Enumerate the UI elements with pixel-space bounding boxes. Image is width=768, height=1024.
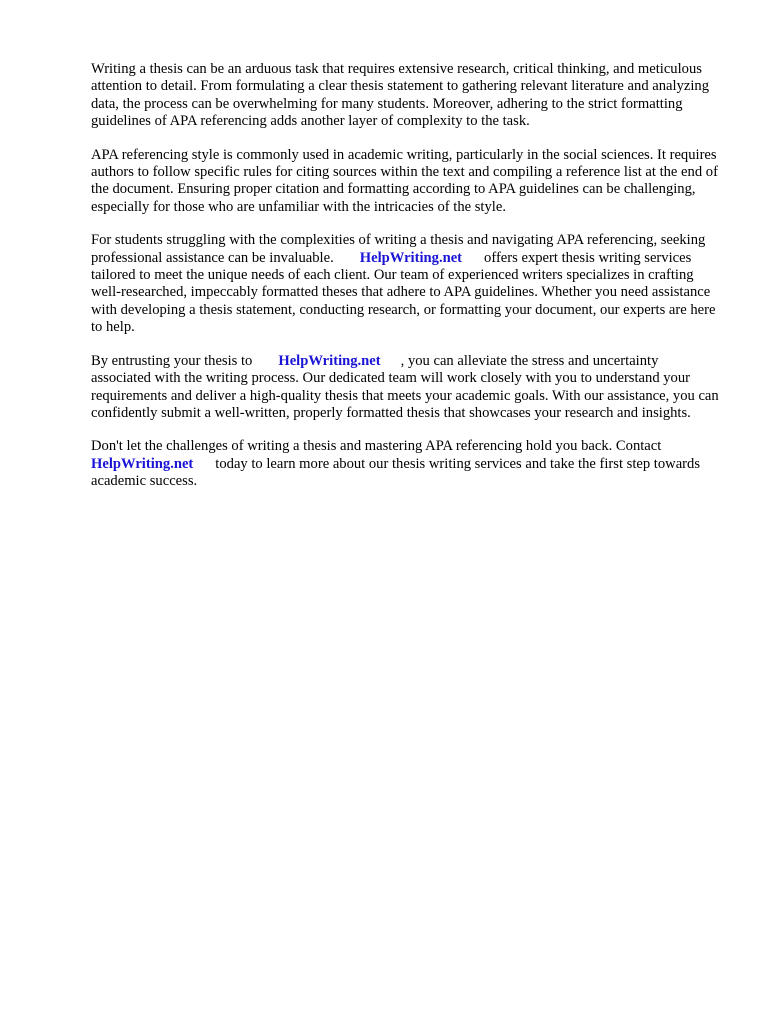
helpwriting-link[interactable]: HelpWriting.net [278, 352, 381, 369]
paragraph-5-text-before: Don't let the challenges of writing a thesis and mastering APA referencing hold you back. Contact [91, 438, 662, 455]
helpwriting-link[interactable]: HelpWriting.net [359, 249, 463, 266]
paragraph-2: APA referencing style is commonly used in academic writing, particularly in the social sciences. It requires authors to follow specific rules for citing sources within the text and compiling a reference list at the end of the document. Ensuring proper citation and formatting according to APA guidelines can be challenging, especially for those who are unfamiliar with the intricacies of the style. [91, 146, 718, 215]
paragraph-4-text-after: , you can alleviate the stress and uncertainty associated with the writing process. Our dedicated team will work closely with you to understand your requirements and deliver a high-quality thesis that meets your academic goals. With our assistance, you can confidently submit a well-written, properly formatted thesis that showcases your research and insights. [91, 352, 719, 421]
helpwriting-link[interactable]: HelpWriting.net [91, 455, 194, 472]
paragraph-3-text-before: For students struggling with the complexities of writing a thesis and navigating APA referencing, seeking professional assistance can be invaluable. [91, 232, 706, 266]
paragraph-4 [91, 353, 721, 423]
paragraph-5 [91, 438, 721, 490]
document-body [91, 61, 721, 507]
paragraph-3 [91, 232, 721, 336]
paragraph-5-text-after: today to learn more about our thesis writing services and take the first step towards academic success. [91, 455, 701, 490]
paragraph-4-text-before: By entrusting your thesis to [91, 352, 253, 369]
paragraph-1: Writing a thesis can be an arduous task that requires extensive research, critical thinking, and meticulous attention to detail. From formulating a clear thesis statement to gathering relevant literature and analyzing data, the process can be overwhelming for many students. Moreover, adhering to the strict formatting guidelines of APA referencing adds another layer of complexity to the task. [91, 61, 709, 130]
paragraph-3-text-after: offers expert thesis writing services tailored to meet the unique needs of each client. Our team of experienced writers specializes in crafting well-researched, impeccably formatted theses that adhere to APA guidelines. Whether you need assistance with developing a thesis statement, conducting research, or formatting your document, our experts are here to help. [91, 249, 716, 336]
